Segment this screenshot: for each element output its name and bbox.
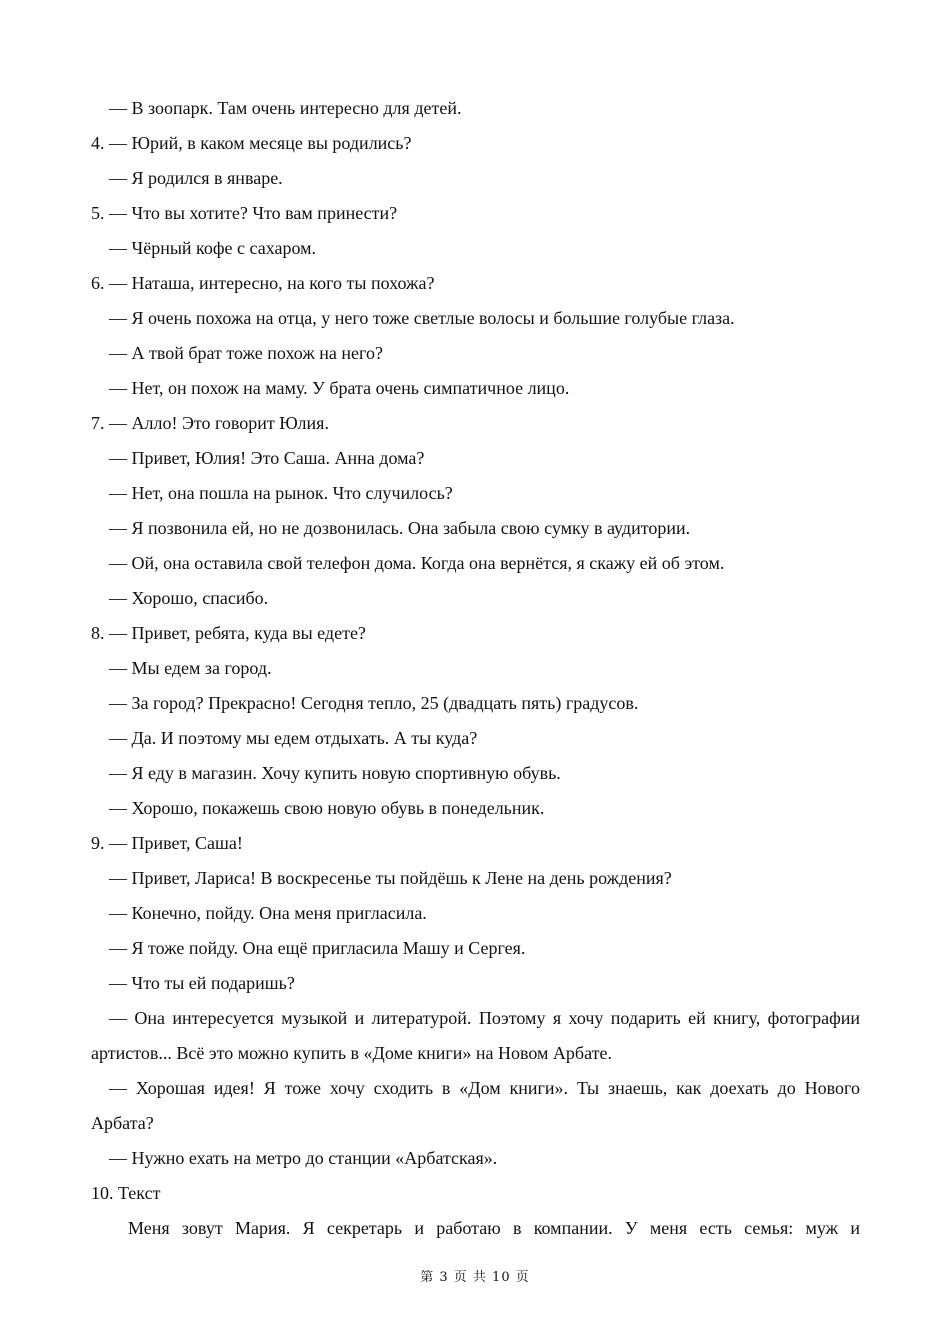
dialogue-item-9: 9. — Привет, Саша!: [91, 833, 243, 853]
dialogue-line: — Хорошо, покажешь свою новую обувь в понедельник.: [109, 798, 545, 818]
dialogue-line: — Я тоже пойду. Она ещё пригласила Машу и Сергея.: [109, 938, 526, 958]
dialogue-line-long: — Хорошая идея! Я тоже хочу сходить в «Дом книги». Ты знаешь, как доехать до Нового Арбата?: [91, 1078, 860, 1133]
dialogue-line: — Нет, он похож на маму. У брата очень симпатичное лицо.: [109, 378, 570, 398]
dialogue-item-5: 5. — Что вы хотите? Что вам принести?: [91, 203, 398, 223]
dialogue-line: — Нет, она пошла на рынок. Что случилось?: [109, 483, 453, 503]
dialogue-line: — В зоопарк. Там очень интересно для детей.: [109, 98, 462, 118]
dialogue-item-8: 8. — Привет, ребята, куда вы едете?: [91, 623, 366, 643]
dialogue-line: — Я родился в январе.: [109, 168, 283, 188]
dialogue-line: — Нужно ехать на метро до станции «Арбатская».: [109, 1148, 498, 1168]
dialogue-line: — Мы едем за город.: [109, 658, 272, 678]
section-heading-text-10: 10. Текст: [91, 1183, 161, 1203]
page-footer: 第 3 页 共 10 页: [420, 1270, 530, 1285]
page-body: [91, 91, 860, 1246]
dialogue-line: — Что ты ей подаришь?: [109, 973, 295, 993]
dialogue-line: — А твой брат тоже похож на него?: [109, 343, 383, 363]
dialogue-line: — Привет, Юлия! Это Саша. Анна дома?: [109, 448, 425, 468]
dialogue-line: — Ой, она оставила свой телефон дома. Когда она вернётся, я скажу ей об этом.: [109, 553, 725, 573]
text-paragraph: Меня зовут Мария. Я секретарь и работаю в компании. У меня есть семья: муж и: [128, 1218, 860, 1238]
dialogue-line: — Да. И поэтому мы едем отдыхать. А ты куда?: [109, 728, 478, 748]
dialogue-item-6: 6. — Наташа, интересно, на кого ты похожа?: [91, 273, 435, 293]
dialogue-line: — Я еду в магазин. Хочу купить новую спортивную обувь.: [109, 763, 561, 783]
dialogue-line-long: — Она интересуется музыкой и литературой. Поэтому я хочу подарить ей книгу, фотографии артистов... Всё это можно купить в «Доме книги» на Новом Арбате.: [91, 1008, 860, 1063]
dialogue-line: — За город? Прекрасно! Сегодня тепло, 25 (двадцать пять) градусов.: [109, 693, 639, 713]
dialogue-line: — Я очень похожа на отца, у него тоже светлые волосы и большие голубые глаза.: [109, 308, 735, 328]
dialogue-item-7: 7. — Алло! Это говорит Юлия.: [91, 413, 329, 433]
dialogue-line: — Я позвонила ей, но не дозвонилась. Она забыла свою сумку в аудитории.: [109, 518, 691, 538]
dialogue-line: — Конечно, пойду. Она меня пригласила.: [109, 903, 427, 923]
dialogue-line: — Хорошо, спасибо.: [109, 588, 269, 608]
dialogue-line: — Чёрный кофе с сахаром.: [109, 238, 317, 258]
dialogue-item-4: 4. — Юрий, в каком месяце вы родились?: [91, 133, 412, 153]
dialogue-line: — Привет, Лариса! В воскресенье ты пойдёшь к Лене на день рождения?: [109, 868, 672, 888]
